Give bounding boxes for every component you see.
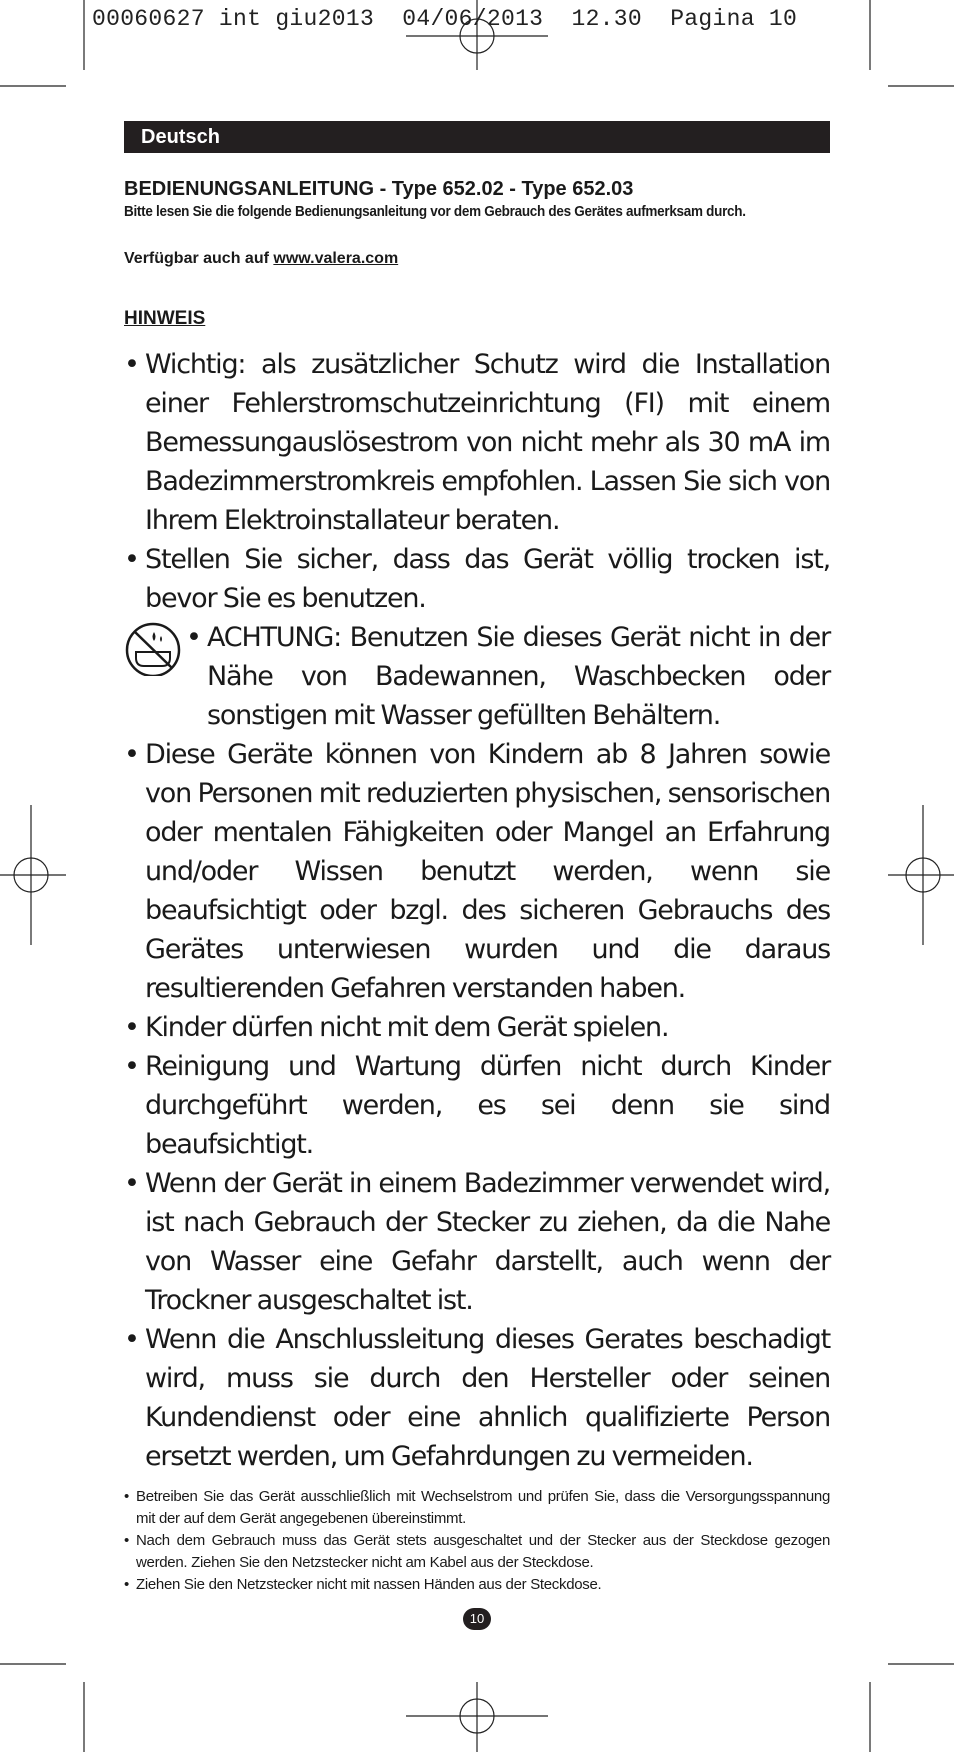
list-item: • Stellen Sie sicher, dass das Gerät völlig trocken ist, bevor Sie es benutzen. xyxy=(124,544,830,614)
language-header: Deutsch xyxy=(124,121,830,153)
list-item: • Wichtig: als zusätzlicher Schutz wird die Installation einer Fehlerstromschutzeinrichtung (FI) mit einem Bemessungauslösestrom von nicht mehr als 30 mA im Badezimmerstromkreis empfohlen. Lassen Sie sich von Ihrem Elektroinstallateur beraten. xyxy=(124,349,830,536)
list-item: • Betreiben Sie das Gerät ausschließlich mit Wechselstrom und prüfen Sie, dass die Versorgungsspannung mit der auf dem Gerät angegebenen übereinstimmt. xyxy=(124,1488,830,1527)
list-item: • Reinigung und Wartung dürfen nicht durch Kinder durchgeführt werden, es sei denn sie sind beaufsichtigt. xyxy=(124,1051,830,1160)
list-item: • Wenn der Gerät in einem Badezimmer verwendet wird, ist nach Gebrauch der Stecker zu ziehen, da die Nahe von Wasser eine Gefahr darstellt, auch wenn der Trockner ausgeschaltet ist. xyxy=(124,1168,830,1316)
print-slug: 00060627 int giu2013 04/06/2013 12.30 Pagina 10 xyxy=(92,6,798,32)
safety-notes-list xyxy=(124,345,830,1476)
page-number: 10 xyxy=(463,1608,491,1630)
list-item: • Nach dem Gebrauch muss das Gerät stets ausgeschaltet und der Stecker aus der Steckdose gezogen werden. Ziehen Sie den Netzstecker nicht am Kabel aus der Steckdose. xyxy=(124,1532,830,1571)
additional-notes-list xyxy=(124,1486,830,1596)
list-item: • Kinder dürfen nicht mit dem Gerät spielen. xyxy=(124,1012,669,1043)
list-item: • Diese Geräte können von Kindern ab 8 Jahren sowie von Personen mit reduzierten physischen, sensorischen oder mentalen Fähigkeiten oder Mangel an Erfahrung und/oder Wissen benutzt werden, wenn sie beaufsichtigt oder bzgl. des sicheren Gebrauchs des Gerätes unterwiesen wurden und die daraus resultierenden Gefahren verstanden haben. xyxy=(124,739,830,1004)
availability-line xyxy=(124,250,398,268)
valera-website-link[interactable]: www.valera.com xyxy=(273,250,399,267)
list-item-warning: • ACHTUNG: Benutzen Sie dieses Gerät nicht in der Nähe von Badewannen, Waschbecken oder sonstigen mit Wasser gefüllten Behältern. xyxy=(124,618,830,735)
section-heading: HINWEIS xyxy=(124,308,206,329)
list-item: • Ziehen Sie den Netzstecker nicht mit nassen Händen aus der Steckdose. xyxy=(124,1576,602,1593)
intro-text: Bitte lesen Sie die folgende Bedienungsanleitung vor dem Gebrauch des Gerätes aufmerksam durch. xyxy=(124,204,746,220)
availability-text: Verfügbar auch auf xyxy=(124,250,269,267)
document-title: BEDIENUNGSANLEITUNG - Type 652.02 - Type 652.03 xyxy=(124,178,634,200)
list-item: • Wenn die Anschlussleitung dieses Gerates beschadigt wird, muss sie durch den Hersteller oder seinen Kundendienst oder eine ahnlich qualifizierte Person ersetzt werden, um Gefahrdungen zu vermeiden. xyxy=(124,1324,830,1472)
no-water-near-bathtub-icon xyxy=(124,618,182,676)
